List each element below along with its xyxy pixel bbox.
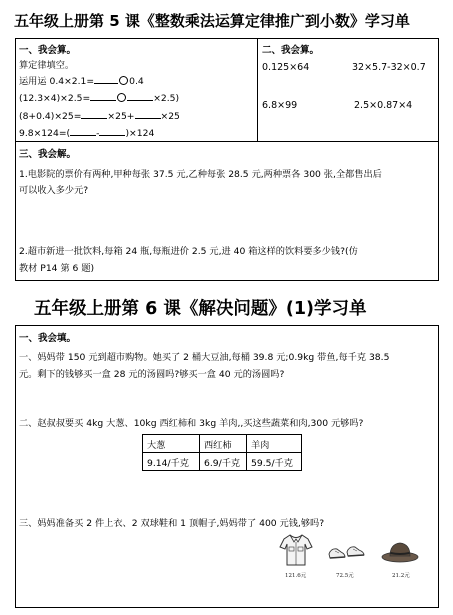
section1-q1 — [19, 73, 144, 87]
q1-blank[interactable] — [94, 74, 118, 84]
lesson6-q1-line1: 一、妈妈带 150 元到超市购物。她买了 2 桶大豆油,每桶 39.8 元;0.9kg 带鱼,每千克 38.5 — [19, 352, 390, 363]
q4-blank-2[interactable] — [99, 126, 125, 136]
q2-blank-2[interactable] — [127, 91, 153, 101]
box5-right-border — [438, 38, 439, 281]
hat-icon — [380, 539, 420, 565]
section3-q1-line1: 1.电影院的票价有两种,甲种每张 37.5 元,乙种每张 28.5 元,两种票各 300 张,全都售出后 — [19, 169, 382, 180]
calc-item: 32×5.7-32×0.7 — [352, 62, 426, 73]
q2-blank-1[interactable] — [90, 91, 116, 101]
q3-blank-2[interactable] — [135, 109, 161, 119]
shoes-icon — [327, 540, 367, 564]
section3-q2-line2: 教材 P14 第 6 题) — [19, 263, 95, 274]
q3-suffix: ×25 — [160, 111, 180, 122]
box6-right-border — [438, 325, 439, 608]
section1-q3 — [19, 109, 180, 122]
q2-suffix: ×2.5) — [153, 93, 180, 104]
lesson6-q2-line: 二、赵叔叔要买 4kg 大葱、10kg 西红柿和 3kg 羊肉,,买这些蔬菜和肉,300 元够吗? — [19, 418, 364, 429]
section3-q2-line1: 2.超市新进一批饮料,每箱 24 瓶,每瓶进价 2.5 元,进 40 箱这样的饮料要多少钱?(仿 — [19, 246, 358, 257]
table-row — [143, 453, 302, 471]
calc-item: 0.125×64 — [262, 62, 310, 73]
lesson6-title: 五年级上册第 6 课《解决问题》(1)学习单 — [34, 299, 367, 319]
q1-suffix: 0.4 — [129, 76, 144, 87]
box5-top-border — [15, 38, 439, 39]
table-cell: 6.9/千克 — [200, 453, 247, 471]
section1-intro: 算定律填空。 — [19, 60, 75, 71]
table-cell: 59.5/千克 — [247, 453, 302, 471]
box5-row-divider — [15, 141, 439, 142]
calc-item: 6.8×99 — [262, 100, 298, 111]
box5-column-divider — [257, 38, 258, 142]
q2-prefix: (12.3×4)×2.5= — [19, 93, 91, 104]
section1-heading: 一、我会算。 — [19, 45, 77, 56]
section1-q2 — [19, 91, 179, 104]
lesson6-heading: 一、我会填。 — [19, 333, 77, 344]
box5-left-border — [15, 38, 16, 281]
q3-prefix: (8+0.4)×25= — [19, 111, 82, 122]
price-table — [142, 434, 302, 471]
q3-blank-1[interactable] — [81, 109, 107, 119]
q4-prefix: 9.8×124=( — [19, 128, 71, 139]
lesson5-title: 五年级上册第 5 课《整数乘法运算定律推广到小数》学习单 — [14, 12, 410, 30]
box6-bottom-border — [15, 607, 439, 608]
q1-prefix: 运用运 0.4×2.1= — [19, 76, 95, 87]
box6-top-border — [15, 325, 439, 326]
q3-mid: ×25+ — [107, 111, 135, 122]
q4-blank-1[interactable] — [70, 126, 96, 136]
table-header-cell: 大葱 — [143, 435, 200, 453]
q4-mid: - — [96, 128, 100, 139]
table-cell: 9.14/千克 — [143, 453, 200, 471]
shoes-price: 72.5元 — [336, 573, 354, 579]
lesson6-q1-line2: 元。剩下的钱够买一盒 28 元的汤圆吗?够买一盒 40 元的汤圆吗? — [19, 369, 285, 380]
table-header-cell: 羊肉 — [247, 435, 302, 453]
section2-heading: 二、我会算。 — [262, 45, 320, 56]
section3-heading: 三、我会解。 — [19, 149, 77, 160]
box5-bottom-border — [15, 280, 439, 281]
table-header-cell: 西红柿 — [200, 435, 247, 453]
q4-suffix: )×124 — [125, 128, 155, 139]
section1-q4 — [19, 126, 154, 139]
table-row — [143, 435, 302, 453]
hat-price: 21.2元 — [392, 573, 410, 579]
shirt-price: 121.6元 — [285, 573, 307, 579]
shirt-icon — [278, 532, 314, 568]
lesson6-q3-line: 三、妈妈准备买 2 件上衣、2 双球鞋和 1 顶帽子,妈妈带了 400 元钱,够吗? — [19, 518, 325, 529]
compare-circle[interactable] — [119, 76, 128, 85]
calc-item: 2.5×0.87×4 — [354, 100, 413, 111]
section3-q1-line2: 可以收入多少元? — [19, 185, 89, 196]
box6-left-border — [15, 325, 16, 608]
compare-circle[interactable] — [117, 93, 126, 102]
